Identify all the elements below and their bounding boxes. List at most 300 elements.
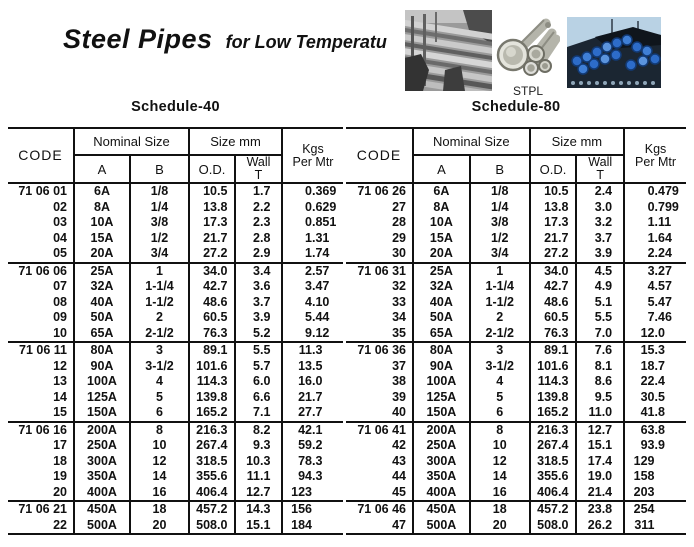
cell-kgs-per-mtr: 16.0 — [298, 374, 323, 388]
cell-od: 89.1 — [189, 342, 235, 359]
cell-nominal-a: 6A — [74, 183, 130, 200]
table-row — [8, 295, 343, 311]
header-kgs-line2: Per Mtr — [635, 154, 677, 169]
cell-od: 17.3 — [530, 215, 577, 231]
cell-wall-t: 5.7 — [235, 359, 282, 375]
cell-od: 318.5 — [189, 454, 235, 470]
cell-nominal-b: 14 — [470, 469, 530, 485]
cell-od: 27.2 — [189, 246, 235, 263]
table-row — [8, 390, 343, 406]
cell-kgs-per-mtr: 5.47 — [647, 294, 672, 309]
cell-code: 09 — [8, 310, 74, 326]
row-group — [346, 501, 686, 534]
cell-nominal-a: 150A — [74, 405, 130, 422]
cell-wall-t: 5.5 — [235, 342, 282, 359]
cell-code: 19 — [8, 469, 74, 485]
cell-od: 60.5 — [530, 310, 577, 326]
cell-od: 406.4 — [189, 485, 235, 502]
cell-kgs-per-mtr: 15.3 — [640, 343, 665, 357]
header-wall-line2: T — [254, 168, 263, 182]
header-od: O.D. — [189, 155, 235, 183]
cell-code: 40 — [346, 405, 413, 422]
cell-code: 02 — [8, 200, 74, 216]
cell-code: 34 — [346, 310, 413, 326]
cell-nominal-b: 4 — [470, 374, 530, 390]
table-row — [346, 310, 686, 326]
header-wall-line1: Wall — [588, 155, 613, 169]
cell-wall-t: 3.2 — [576, 215, 624, 231]
cell-code: 03 — [8, 215, 74, 231]
cell-nominal-a: 15A — [413, 231, 470, 247]
cell-nominal-a: 40A — [74, 295, 130, 311]
cell-wall-t: 9.5 — [576, 390, 624, 406]
cell-nominal-b: 6 — [130, 405, 189, 422]
cell-code: 10 — [8, 326, 74, 343]
cell-od: 48.6 — [530, 295, 577, 311]
cell-wall-t: 4.5 — [576, 263, 624, 280]
cell-nominal-b: 1-1/2 — [470, 295, 530, 311]
row-group — [8, 422, 343, 502]
cell-wall-t: 5.1 — [576, 295, 624, 311]
header-size-mm: Size mm — [530, 128, 624, 155]
cell-code: 08 — [8, 295, 74, 311]
table-row — [346, 422, 686, 439]
cell-nominal-a: 300A — [74, 454, 130, 470]
table-row — [8, 438, 343, 454]
table-row — [346, 263, 686, 280]
cell-wall-t: 3.0 — [576, 200, 624, 216]
steel-pipe-bundle-photo — [496, 13, 560, 84]
table-row — [346, 374, 686, 390]
cell-nominal-a: 90A — [413, 359, 470, 375]
cell-od: 508.0 — [530, 518, 577, 535]
cell-od: 165.2 — [530, 405, 577, 422]
table-row — [346, 501, 686, 518]
cell-kgs-per-mtr: 1.11 — [647, 215, 672, 229]
cell-wall-t: 2.4 — [576, 183, 624, 200]
cell-od: 508.0 — [189, 518, 235, 535]
cell-wall-t: 2.3 — [235, 215, 282, 231]
cell-wall-t: 11.0 — [576, 405, 624, 422]
cell-nominal-b: 3-1/2 — [130, 359, 189, 375]
cell-od: 355.6 — [530, 469, 577, 485]
cell-nominal-b: 1/2 — [470, 231, 530, 247]
cell-nominal-a: 8A — [74, 200, 130, 216]
cell-kgs-per-mtr: 1.64 — [647, 230, 672, 245]
cell-code: 38 — [346, 374, 413, 390]
cell-nominal-b: 18 — [130, 501, 189, 518]
cell-wall-t: 8.6 — [576, 374, 624, 390]
cell-od: 60.5 — [189, 310, 235, 326]
cell-nominal-a: 300A — [413, 454, 470, 470]
cell-nominal-b: 3/8 — [470, 215, 530, 231]
cell-kgs-per-mtr: 9.12 — [305, 325, 330, 340]
schedule-80-label: Schedule-80 — [471, 99, 561, 115]
cell-nominal-b: 1-1/4 — [470, 279, 530, 295]
cell-nominal-a: 90A — [74, 359, 130, 375]
cell-code: 71 06 06 — [8, 263, 74, 280]
table-row — [8, 342, 343, 359]
cell-od: 101.6 — [189, 359, 235, 375]
table-row — [8, 359, 343, 375]
cell-nominal-b: 4 — [130, 374, 189, 390]
cell-wall-t: 7.0 — [576, 326, 624, 343]
table-row — [346, 200, 686, 216]
cell-nominal-a: 50A — [413, 310, 470, 326]
cell-wall-t: 19.0 — [576, 469, 624, 485]
cell-wall-t: 1.7 — [235, 183, 282, 200]
cell-od: 21.7 — [530, 231, 577, 247]
cell-kgs-per-mtr: 0.479 — [647, 184, 679, 198]
cell-kgs-per-mtr: 41.8 — [640, 405, 665, 419]
cell-wall-t: 3.6 — [235, 279, 282, 295]
header-wall-t — [235, 155, 282, 183]
cell-wall-t: 10.3 — [235, 454, 282, 470]
cell-code: 04 — [8, 231, 74, 247]
cell-od: 216.3 — [189, 422, 235, 439]
cell-code: 37 — [346, 359, 413, 375]
cell-nominal-b: 10 — [130, 438, 189, 454]
cell-od: 406.4 — [530, 485, 577, 502]
cell-wall-t: 7.1 — [235, 405, 282, 422]
cell-kgs-per-mtr: 123 — [291, 484, 312, 499]
cell-code: 29 — [346, 231, 413, 247]
cell-wall-t: 3.9 — [576, 246, 624, 263]
cell-wall-t: 17.4 — [576, 454, 624, 470]
table-header — [8, 128, 343, 183]
cell-nominal-b: 14 — [130, 469, 189, 485]
cell-nominal-b: 12 — [470, 454, 530, 470]
cell-nominal-a: 350A — [74, 469, 130, 485]
cell-kgs-per-mtr: 3.47 — [305, 279, 330, 293]
table-row — [8, 231, 343, 247]
cell-nominal-a: 25A — [413, 263, 470, 280]
header-kgs-line2: Per Mtr — [292, 154, 334, 169]
cell-nominal-a: 100A — [74, 374, 130, 390]
cell-wall-t: 3.4 — [235, 263, 282, 280]
cell-wall-t: 14.3 — [235, 501, 282, 518]
header-b: B — [470, 155, 530, 183]
cell-nominal-b: 3 — [130, 342, 189, 359]
cell-kgs-per-mtr: 1.31 — [305, 230, 330, 245]
cell-nominal-b: 1 — [470, 263, 530, 280]
cell-od: 42.7 — [530, 279, 577, 295]
table-row — [8, 310, 343, 326]
cell-code: 17 — [8, 438, 74, 454]
schedule-80-table — [346, 127, 686, 535]
cell-wall-t: 4.9 — [576, 279, 624, 295]
table-row — [346, 215, 686, 231]
warehouse-pipes-photo — [405, 10, 492, 91]
cell-kgs-per-mtr: 18.7 — [640, 358, 665, 373]
cell-nominal-a: 250A — [413, 438, 470, 454]
cell-kgs-per-mtr: 63.8 — [640, 422, 665, 437]
cell-code: 71 06 11 — [8, 342, 74, 359]
cell-code: 45 — [346, 485, 413, 502]
table-row — [346, 485, 686, 502]
cell-wall-t: 2.9 — [235, 246, 282, 263]
cell-code: 44 — [346, 469, 413, 485]
cell-nominal-b: 1-1/2 — [130, 295, 189, 311]
cell-wall-t: 5.2 — [235, 326, 282, 343]
cell-nominal-b: 1-1/4 — [130, 279, 189, 295]
table-row — [8, 405, 343, 422]
cell-code: 27 — [346, 200, 413, 216]
cell-code: 12 — [8, 359, 74, 375]
cell-nominal-a: 50A — [74, 310, 130, 326]
cell-nominal-a: 65A — [74, 326, 130, 343]
cell-od: 13.8 — [530, 200, 577, 216]
table-row — [8, 501, 343, 518]
cell-nominal-b: 8 — [470, 422, 530, 439]
cell-kgs-per-mtr: 78.3 — [298, 453, 323, 468]
cell-nominal-b: 3/4 — [470, 246, 530, 263]
cell-nominal-a: 350A — [413, 469, 470, 485]
cell-nominal-b: 1/8 — [470, 183, 530, 200]
cell-nominal-a: 20A — [413, 246, 470, 263]
cell-kgs-per-mtr: 4.10 — [305, 294, 330, 309]
cell-nominal-a: 32A — [413, 279, 470, 295]
cell-code: 20 — [8, 485, 74, 502]
cell-nominal-b: 5 — [470, 390, 530, 406]
cell-code: 18 — [8, 454, 74, 470]
cell-nominal-b: 8 — [130, 422, 189, 439]
row-group — [8, 342, 343, 422]
schedule-40-table — [8, 127, 343, 535]
cell-od: 355.6 — [189, 469, 235, 485]
table-row — [8, 326, 343, 343]
header-b: B — [130, 155, 189, 183]
cell-nominal-a: 250A — [74, 438, 130, 454]
cell-code: 28 — [346, 215, 413, 231]
cell-code: 47 — [346, 518, 413, 535]
cell-wall-t: 2.2 — [235, 200, 282, 216]
cell-nominal-a: 450A — [413, 501, 470, 518]
cell-od: 48.6 — [189, 295, 235, 311]
page-title-suffix: for Low Temperatu — [225, 32, 387, 52]
table-row — [346, 326, 686, 343]
cell-kgs-per-mtr: 93.9 — [640, 438, 665, 452]
header-size-mm: Size mm — [189, 128, 282, 155]
table-row — [346, 518, 686, 535]
table-row — [346, 231, 686, 247]
cell-wall-t: 26.2 — [576, 518, 624, 535]
cell-od: 76.3 — [189, 326, 235, 343]
table-row — [8, 263, 343, 280]
cell-wall-t: 23.8 — [576, 501, 624, 518]
cell-code: 71 06 26 — [346, 183, 413, 200]
cell-code: 14 — [8, 390, 74, 406]
cell-nominal-b: 2 — [130, 310, 189, 326]
cell-od: 17.3 — [189, 215, 235, 231]
cell-kgs-per-mtr: 0.629 — [305, 199, 337, 214]
cell-kgs-per-mtr: 21.7 — [298, 389, 323, 404]
cell-nominal-a: 125A — [74, 390, 130, 406]
row-group — [346, 183, 686, 263]
page-title — [63, 24, 387, 55]
cell-od: 457.2 — [189, 501, 235, 518]
cell-kgs-per-mtr: 158 — [633, 469, 655, 483]
cell-wall-t: 12.7 — [576, 422, 624, 439]
table-row — [8, 485, 343, 502]
cell-nominal-a: 500A — [413, 518, 470, 535]
cell-wall-t: 3.7 — [576, 231, 624, 247]
cell-nominal-b: 2-1/2 — [130, 326, 189, 343]
cell-nominal-b: 1/2 — [130, 231, 189, 247]
cell-nominal-b: 6 — [470, 405, 530, 422]
cell-nominal-a: 40A — [413, 295, 470, 311]
table-row — [346, 438, 686, 454]
table-header — [346, 128, 686, 183]
cell-nominal-b: 1/4 — [470, 200, 530, 216]
header-wall-t — [576, 155, 624, 183]
table-row — [346, 295, 686, 311]
cell-kgs-per-mtr: 5.44 — [305, 310, 330, 324]
cell-wall-t: 9.3 — [235, 438, 282, 454]
cell-nominal-a: 80A — [74, 342, 130, 359]
cell-kgs-per-mtr: 4.57 — [647, 279, 672, 293]
cell-nominal-a: 25A — [74, 263, 130, 280]
cell-wall-t: 8.2 — [235, 422, 282, 439]
cell-kgs-per-mtr: 254 — [633, 502, 655, 516]
cell-kgs-per-mtr: 94.3 — [298, 469, 323, 483]
cell-od: 267.4 — [189, 438, 235, 454]
cell-nominal-a: 80A — [413, 342, 470, 359]
blue-pipes-photo — [567, 17, 661, 88]
table-row — [346, 469, 686, 485]
cell-code: 71 06 16 — [8, 422, 74, 439]
cell-od: 139.8 — [530, 390, 577, 406]
table-row — [346, 359, 686, 375]
cell-nominal-b: 3/4 — [130, 246, 189, 263]
table-row — [346, 246, 686, 263]
cell-code: 35 — [346, 326, 413, 343]
cell-nominal-a: 200A — [74, 422, 130, 439]
cell-od: 457.2 — [530, 501, 577, 518]
cell-nominal-b: 20 — [130, 518, 189, 535]
cell-code: 32 — [346, 279, 413, 295]
cell-wall-t: 15.1 — [235, 518, 282, 535]
schedule-40-label: Schedule-40 — [131, 99, 220, 115]
table-row — [346, 279, 686, 295]
table-row — [8, 215, 343, 231]
cell-nominal-b: 20 — [470, 518, 530, 535]
cell-nominal-b: 1/4 — [130, 200, 189, 216]
cell-wall-t: 8.1 — [576, 359, 624, 375]
cell-kgs-per-mtr: 30.5 — [640, 389, 665, 404]
page-title-main: Steel Pipes — [63, 24, 213, 54]
header-nominal-size: Nominal Size — [413, 128, 530, 155]
table-row — [8, 469, 343, 485]
cell-od: 267.4 — [530, 438, 577, 454]
table-row — [8, 279, 343, 295]
cell-wall-t: 6.0 — [235, 374, 282, 390]
header-kgs-line1: Kgs — [302, 141, 324, 156]
table-row — [8, 200, 343, 216]
cell-od: 76.3 — [530, 326, 577, 343]
header-nominal-size: Nominal Size — [74, 128, 189, 155]
cell-nominal-a: 65A — [413, 326, 470, 343]
cell-code: 05 — [8, 246, 74, 263]
cell-kgs-per-mtr: 27.7 — [298, 405, 323, 419]
row-group — [346, 422, 686, 502]
cell-wall-t: 3.7 — [235, 295, 282, 311]
cell-kgs-per-mtr: 11.3 — [298, 343, 323, 357]
table-row — [8, 374, 343, 390]
cell-od: 34.0 — [530, 263, 577, 280]
cell-kgs-per-mtr: 2.57 — [305, 263, 330, 278]
cell-nominal-b: 3-1/2 — [470, 359, 530, 375]
cell-wall-t: 15.1 — [576, 438, 624, 454]
cell-od: 13.8 — [189, 200, 235, 216]
cell-code: 71 06 21 — [8, 501, 74, 518]
cell-code: 13 — [8, 374, 74, 390]
cell-nominal-b: 2 — [470, 310, 530, 326]
cell-nominal-a: 10A — [74, 215, 130, 231]
cell-kgs-per-mtr: 3.27 — [647, 263, 672, 278]
cell-nominal-a: 32A — [74, 279, 130, 295]
cell-kgs-per-mtr: 0.369 — [305, 184, 337, 198]
stpl-label: STPL — [512, 84, 543, 98]
cell-code: 71 06 31 — [346, 263, 413, 280]
row-group — [346, 342, 686, 422]
cell-code: 33 — [346, 295, 413, 311]
cell-code: 43 — [346, 454, 413, 470]
cell-kgs-per-mtr: 156 — [291, 502, 312, 516]
cell-kgs-per-mtr: 311 — [634, 517, 655, 532]
cell-code: 71 06 36 — [346, 342, 413, 359]
cell-kgs-per-mtr: 42.1 — [298, 422, 323, 437]
cell-wall-t: 12.7 — [235, 485, 282, 502]
cell-od: 42.7 — [189, 279, 235, 295]
header-a: A — [413, 155, 470, 183]
cell-kgs-per-mtr: 22.4 — [640, 374, 665, 388]
cell-wall-t: 2.8 — [235, 231, 282, 247]
cell-od: 34.0 — [189, 263, 235, 280]
header-code: CODE — [8, 128, 74, 183]
table-row — [8, 422, 343, 439]
cell-nominal-b: 1 — [130, 263, 189, 280]
cell-code: 30 — [346, 246, 413, 263]
header-code: CODE — [346, 128, 413, 183]
cell-kgs-per-mtr: 1.74 — [305, 246, 330, 260]
header-wall-line2: T — [596, 168, 605, 182]
header-wall-line1: Wall — [246, 155, 271, 169]
cell-od: 114.3 — [530, 374, 577, 390]
cell-od: 10.5 — [530, 183, 577, 200]
cell-od: 139.8 — [189, 390, 235, 406]
row-group — [8, 263, 343, 343]
cell-kgs-per-mtr: 2.24 — [647, 246, 672, 260]
cell-od: 101.6 — [530, 359, 577, 375]
cell-kgs-per-mtr: 0.799 — [647, 199, 679, 214]
cell-kgs-per-mtr: 184 — [291, 517, 312, 532]
cell-code: 39 — [346, 390, 413, 406]
cell-od: 10.5 — [189, 183, 235, 200]
cell-nominal-a: 200A — [413, 422, 470, 439]
cell-code: 42 — [346, 438, 413, 454]
header-od: O.D. — [530, 155, 577, 183]
cell-nominal-b: 12 — [130, 454, 189, 470]
table-row — [346, 183, 686, 200]
cell-nominal-a: 10A — [413, 215, 470, 231]
header-a: A — [74, 155, 130, 183]
cell-nominal-b: 1/8 — [130, 183, 189, 200]
cell-wall-t: 7.6 — [576, 342, 624, 359]
cell-nominal-b: 10 — [470, 438, 530, 454]
cell-kgs-per-mtr: 12.0 — [640, 325, 665, 340]
cell-nominal-a: 150A — [413, 405, 470, 422]
